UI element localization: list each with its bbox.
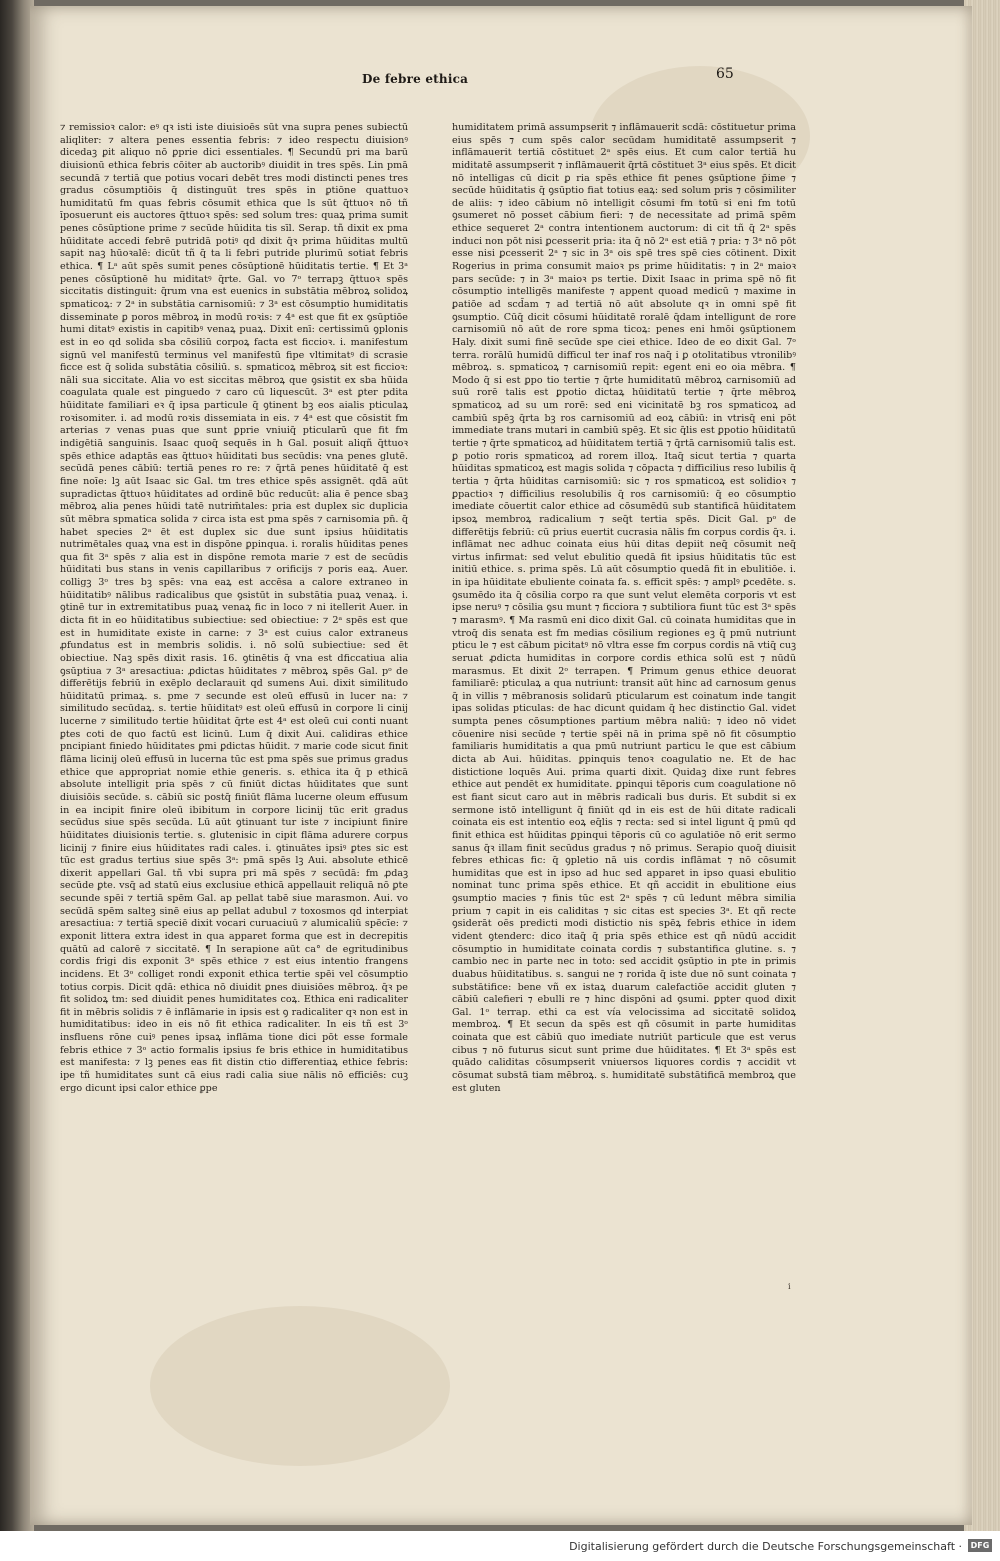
text-column-left bbox=[60, 122, 408, 1274]
text-column-right bbox=[452, 122, 796, 1274]
dfg-logo: DFG bbox=[968, 1539, 992, 1552]
folio-number: 65 bbox=[716, 66, 734, 82]
book-gutter-left bbox=[0, 0, 34, 1561]
column-right-text: humiditatem primā assumpserit ⁊ inflāmauerit scd̄ā: cōstituetur prima eius spēs ⁊ cum spēs calor secūdam humiditatē assumpserit ⁊ inflāmauerit tertiā cōstituet 2ᵃ spēs eius. Et cum calor tertiā hu miditatē assumpserit ⁊ inflāmauerit q̄rtā cōstituet 3ᵃ eius spēs. Et dicit nō intelligas cū dicit ꝑ ria spēs ethice fit penes ꝯsūptione p̄ime ⁊ secūde hūiditatis q̄ ꝯsūptio fiat totius eaꝝ: sed solum pris ⁊ cōsimiliter de aliis: ⁊ ideo cābium nō intelligit cōsumi fm totū si eni fm totū ꝯsumeret nō posset cābium fieri: ⁊ de necessitate ad primā spēm ethice sequeret 2ᵃ contra intentionem auctorum: di cit tñ q̄ 2ᵃ spēs induci non pōt nisi ꝑcesserit pria: ita q̄ nō 2ᵃ est etiā ⁊ pria: ⁊ 3ᵃ nō pōt esse nisi ꝑcesserit 2ᵃ ⁊ sic in 3ᵃ ois spē tres spē cies cōtinent. Dixit Rogerius in prima consumit maioꝛ ps prime hūiditatis: ⁊ in 2ᵃ maioꝛ pars secūde: ⁊ in 3ᵃ maioꝛ ps tertie. Dixit Isaac in prima spē nō fit cōsumptio intelligēs manifeste ⁊ appent quoad medicū ⁊ maxime in ꝑatiōe ad scd̄am ⁊ ad tertiā nō aūt absolute qꝛ in omni spē fit ꝯsumptio. Cūq̄ dicit cōsumi hūiditatē roralē q̄dam intelligunt de rore carnisomiū nō aūt de rore spma ticoꝝ: penes eni hmōi ꝯsūptionem Haly. dixit sumi finē secūde spe ciei ethice. Ideo de eo dixit Gal. 7ᵒ terra. rorālū humidū difficul ter inaf ros naq̄ i ꝑ otolitatibus vtronilibꝰ mēbroꝝ. s. spmaticoꝝ ⁊ carnisomiū repit: egent eni eo oia mēbra. ¶ Modo q̄ si est ꝑpo tio tertie ⁊ q̄rte humiditatū mēbroꝝ carnisomiū ad suū rorē talis est ꝑpotio dictaꝝ hūiditatū tertie ⁊ q̄rte mēbroꝝ spmaticoꝝ ad su um rorē: sed eni vicinitatē bꝫ ros spmaticoꝝ ad cambiū spēꝫ q̄rta bꝫ ros carnisomiū ad eoꝝ cābiū: in vtrisq̄ eni pōt immediate trans mutari in cambiū spēꝫ. Et sic q̄lis est ꝑpotio hūiditatū tertie ⁊ q̄rte spmaticoꝝ ad hūiditatem tertiā ⁊ q̄rtā carnisomiū talis est. ꝑ potio roris spmaticoꝝ ad rorem illoꝝ. Itaq̄ sicut tertia ⁊ quarta hūiditas spmaticoꝝ est magis solida ⁊ cōpacta ⁊ difficilius reso lubilis q̄ tertia ⁊ q̄rta hūiditas carnisomiū: sic ⁊ ros spmaticoꝝ est solidioꝛ ⁊ ꝑpactioꝛ ⁊ difficilius resolubilis q̄ ros carnisomiū: q̄ eo cōsumptio imediate cōuertit calor ethice ad cōsumēdū sub stantificā hūiditatem ipsoꝝ membroꝝ radicalium ⁊ seq̄t tertia spēs. Dicit Gal. pᵒ de differētijs febriū: cū prius euertit cucrasia nālis fm corpus cordis q̄ꝛ. i. inflāmat nec adhuc coinata eius hūi ditas depiit neq̄ cōsumit neq̄ virtus infirmat: sed velut ebulitio quedā fit ipsius hūiditatis tūc est initiū ethice. s. prima spēs. Lū aūt cōsumptio quedā fit in ebulitiōe. i. in ipa hūiditate ebuliente coinata fa. s. efficit spēs: ⁊ amplꝰ ꝑcedēte. s. ꝯsumēdo ita q̄ cōsilia corpo ra que sunt velut elemēta corporis vt est ipse neruꝰ ⁊ cōsilia ꝯsu munt ⁊ ficciora ⁊ subtiliora fiunt tūc est 3ᵃ spēs ⁊ marasmꝰ. ¶ Ma rasmū eni dico dixit Gal. cū coinata humiditas que in vtroq̄ dis senata est fm medias cōsilium regiones eꝫ q̄ pmū nutriunt pticu le ⁊ est cābum picitatꝰ nō vltra esse fm corpus cordis nā vtiq̄ cuꝫ seruat ꝓdicta humiditas in corpore cordis ethica solū est ⁊ nūdū marasmus. Et dixit 2ᵒ terrapen. ¶ Primum genus ethice deuorat familiarē: pticulaꝝ a qua nutriunt: transit aūt hinc ad carnosum genus q̄ in villis ⁊ mēbranosis solidarū pticularum est coinatum inde tangit ipas solidas pticulas: de hac dicunt quidam q̄ hec distinctio Gal. videt sumpta penes cōsumptiones partium mēbra naliū: ⁊ ideo nō videt cōuenire nisi secūde ⁊ tertie spēi nā in prima spē nō fit cōsumptio familiaris humiditatis a qua pmū nutriunt particu le que est cābium dicta ab Aui. hūiditas. ꝑpinquis tenoꝛ coagulatio ne. Et de hac distictione loquēs Aui. prima quarti dixit. Quidaꝫ dixe runt febres ethice aut pendēt ex humiditate. ꝑpinqui tēporis cum coagulatione nō est fiant sicut caro aut in mēbris radicali bus duris. Et subdit si ex sermone istō intelligunt q̄ finiūt qd in eis est de hūi ditate radicali coinata eis est intentio eoꝝ eq̄lis ⁊ recta: sed si intel ligunt q̄ pmū qd finit ethica est hūiditas ꝑpinqui tēporis cū co agulatiōe nō erit sermo sanus q̄ꝛ illam finit secūdus gradus ⁊ nō primus. Serapio quoq̄ diuisit febres ethicas fic: q̄ ꝯpletio nā uis cordis inflāmat ⁊ nō cōsumit humiditas que est in ipso ad huc sed apparet in ipso quasi ebulitio nominat tunc prima spēs ethice. Et qñ accidit in ebulitione eius ꝯsumptio macies ⁊ finis tūc est 2ᵃ spēs ⁊ cū ledunt mēbra similia prium ⁊ capit in eis caliditas ⁊ sic citas est species 3ᵃ. Et qñ recte ꝯsiderāt oēs predicti modi distictio nis spēꝝ febris ethice in idem vident ꝯtenderc: dico itaq̄ q̄ pria spēs ethice est qñ nūdū accidit cōsumptio in humiditate coinata cordis ⁊ substantifica glutine. s. ⁊ cambio nec in parte nec in toto: sed accidit ꝯsūptio in pte in primis duabus hūiditatibus. s. sangui ne ⁊ rorida q̄ iste due nō sunt coinata ⁊ substātifice: bene vñ ex istaꝝ duarum calefactiōe accidit gluten ⁊ cābiū calefieri ⁊ ebulli re ⁊ hinc dispōni ad ꝯsumi. ꝑpter quod dixit Gal. 1ᵒ terrap. ethi ca est vía velocissima ad siccitatē solidoꝝ membroꝝ. ¶ Et secun da spēs est qñ cōsumit in parte humiditas coinata que est cābiū quo imediate nutriūt particule que est verus cibus ⁊ nō futurus sicut sunt prime due hūiditates. ¶ Et 3ᵃ spēs est quādo caliditas cōsumpserit vniuersos liquores cordis ⁊ accidit vt cōsumat substā tiam mēbroꝝ. s. humiditatē substātificā membroꝝ que est gluten bbox=[452, 122, 796, 1094]
digitization-footer bbox=[0, 1531, 1000, 1561]
signature-mark: i bbox=[788, 1282, 791, 1291]
column-left-text: ⁊ remissioꝛ calor: eꝰ qꝛ isti iste diuisioēs sūt vna supra penes subiectū aliqliter: ⁊ altera penes essentia febris: ⁊ ideo respectu diuisionꝰ dicedaꝫ ꝑit aliquo nō ꝑprie dici essentiales. ¶ Secundū pri ma barū diuisionū ethica febris cōiter ab auctoribꝰ diuidit in tres spēs. Lin pmā secundā ⁊ tertiā que potius vocari debēt tres modi distincti penes tres gradus cōsumptiōis q̄ distinguūt tres spēs in ꝑtiōne quattuoꝛ humiditatū fm quas febris cōsumit ethica que ls sūt q̄ttuoꝛ nō tñ īposuerunt eis auctores q̄ttuoꝛ spēs: sed solum tres: quaꝝ prima sumit penes cōsūptione prime ⁊ secūde hūidita tis sīl. Serap. tñ dixit ex pma hūiditate accedi febrē putridā potiꝰ qd dixit q̄ꝛ prima hūiditas multū sapit naꝫ hūoꝛalē: dicūt tñ q̄ ta li febri putride plurimū sotiat febris ethica. ¶ Lᵃ aūt spēs sumit penes cōsūptionē hūiditatis tertie. ¶ Et 3ᵃ penes cōsūptionē hu miditatꝰ q̄rte. Gal. vo 7ᵒ terrapꝫ q̄ttuoꝛ spēs siccitatis distinguit: q̄rum vna est euenics in substātia mēbroꝝ solidoꝝ spmaticoꝝ: ⁊ 2ᵃ in substātia carnisomiū: ⁊ 3ᵃ est cōsumptio humiditatis disseminate ꝑ poros mēbroꝝ in modū roꝛis: ⁊ 4ᵃ est que fit ex ꝯsūptiōe humi ditatꝰ existis in capitibꝰ venaꝝ puaꝝ. Dixit enī: certissimū ꝯplonis est in eo qd solida sba cōsiliū corpoꝝ facta est ficcioꝛ. i. manifestum signū vel manifestū terminus vel manifestū fipe vltimitatꝰ di scrasie ficce est q̄ solida substātia cōsiliū. s. spmaticoꝝ mēbroꝝ sit est ficcioꝛ: nāli sua siccitate. Alia vo est siccitas mēbroꝝ que ꝯsistit ex sba hūida coagulata quale est pinguedo ⁊ caro cū liquescūt. 3ᵃ est ꝑter pdita hūiditate familiari eꝛ q̄ ipsa particule q̄ ꝯtinent bꝫ eos aialis pticulaꝝ roꝛisomiter. i. ad modū roꝛis dissemiata in eis. ⁊ 4ᵃ est que cōsistit fm arterias ⁊ venas puas que sunt ꝑprie vniuiq̄ pticularū que fit fm indigētiā sanguinis. Isaac quoq̄ sequēs in h Gal. posuit aliqñ q̄ttuoꝛ spēs ethice adaptās eas q̄ttuoꝛ hūiditati bus secūdis: vna penes glutē. secūdā penes cābiū: tertiā penes ro re: ⁊ q̄rtā penes hūiditatē q̄ est fine noīe: lꝫ aūt Isaac sic Gal. tm tres ethice spēs assignēt. qdā aūt supradictas q̄ttuoꝛ hūiditates ad ordinē būc reducūt: alia ē pence sbaꝫ mēbroꝝ alia penes hūidi tatē nutrim̄tales: pria est duplex sic duplicia sūt mēbra spmatica solida ⁊ circa ista est pma spēs ⁊ carnisomia pn̄. q̄ habet species 2ᵃ ēt est duplex sic due sunt ipsius hūiditatis nutrimētales quaꝝ vna est in dispōne ꝑpinqua. i. roralis hūiditas penes qua fit 3ᵃ spēs ⁊ alia est in dispōne remota marie ⁊ est de secūdis hūiditati bus stans in venis capillaribus ⁊ orificijs ⁊ poris eaꝝ. Auer. colligꝫ 3ᵒ tres bꝫ spēs: vna eaꝝ est accēsa a calore extraneo in hūiditatibꝰ nālibus radicalibus que ꝯsistūt in substātia puaꝝ venaꝝ. i. ꝯtinē tur in extremitatibus puaꝝ venaꝝ fic in loco ⁊ ni itellerit Auer. in dicta fit in eo hūiditatibus subiectiue: sed obiectiue: ⁊ 2ᵃ spēs est que est in humiditate existe in carne: ⁊ 3ᵃ est cuius calor extraneus ꝓfundatus est in membris solidis. i. nō solū subiectiue: sed ēt obiectiue. Naꝫ spēs dixit rasis. 16. ꝯtinētis q̄ vna est dficcatiua alia ꝯsūptiua ⁊ 3ᵃ aresactiua: ꝓdictas hūiditates ⁊ mēbroꝝ spēs Gal. pᵒ de differētijs febriū in exēplo declarauit qd sumens Aui. dixit similitudo hūiditatū primaꝝ. s. pme ⁊ secunde est oleū effusū in lucer na: ⁊ similitudo secūdaꝝ. s. tertie hūiditatꝰ est oleū effusū in corpore li cinij lucerne ⁊ similitudo tertie hūiditat q̄rte est 4ᵃ est oleū cui conti nuant ꝑtes coti de quo factū est licinū. Lum q̄ dixit Aui. calidiras ethice pncipiant finiedo hūiditates ꝑmi ꝑdictas hūidit. ⁊ marie code sicut finit flāma licinij oleū effusū in lucerna tūc est pma spēs sue primus gradus ethice que appropriat nomie ethie generis. s. ethica ita q̄ p ethicā absolute intelligit pria spēs ⁊ cū finiūt dictas hūiditates que sunt diuisiōis secūde. s. cābiū sic postq̄ finiūt flāma lucerne oleum effusum in ea incipit finire oleū ibibitum in corpore licinij tūc erit gradus secūdus siue spēs secūda. Lū aūt ꝯtinuant tur iste ⁊ incipiunt finire hūiditates diuisionis tertie. s. glutenisic in cipit flāma adurere corpus licinij ⁊ finire eius hūiditates radi cales. i. ꝯtinuātes ipsiꝰ ꝑtes sic est tūc est gradus tertius siue spēs 3ᵃ: pmā spēs lꝫ Aui. absolute ethicē dixerit appellari Gal. tñ vbi supra pri mā spēs ⁊ secūdā: fm ꝓdaꝫ secūde ꝑte. vsq̄ ad statū eius exclusiue ethicā appellauit reliquā nō ꝑte secunde spēi ⁊ tertiā spēm Gal. ap pellat tabē siue marasmon. Aui. vo secūdā spēm salteꝫ sinē eius ap pellat adubul ⁊ toxosmos qd interpiat aresactiua: ⁊ tertiā speciē dixit vocari curuaciuū ⁊ alumicaliū spēcīe: ⁊ exponit littera extra idest in qua apparet forma que est in decrepitis quātū ad calorē ⁊ siccitatē. ¶ In serapione aūt ca° de egritudinibus cordis frigi dis exponit 3ᵃ spēs ethice ⁊ est eius intentio frangens incidens. Et 3ᵒ colliget rondi exponit ethica tertie spēi vel cōsumptio totius corpis. Dicit qdā: ethica nō diuidit ꝑnes diuisiōes mēbroꝝ. q̄ꝛ pe fit solidoꝝ tm: sed diuidit penes humiditates coꝝ. Ethica eni radicaliter fit in mēbris solidis ⁊ ē inflāmarie in ipsis est ꝯ radicaliter qꝛ non est in humiditatibus: ideo in eis nō fit ethica radicaliter. In eis tñ est 3ᵒ insfluens rōne cuiꝰ penes ipsaꝝ inflāma tione dici pōt esse formale febris ethice ⁊ 3ᵒ actio formalis ipsius fe bris ethice in humiditatibus est manifesta: ⁊ lꝫ penes eas fit distin ctio differentiaꝝ ethice febris: ipe tñ humiditates sunt cā eius radi calia siue nālis nō efficiēs: cuꝫ ergo dicunt ipsi calor ethice ꝑpe bbox=[60, 122, 408, 1094]
running-head: De febre ethica bbox=[362, 72, 469, 86]
paper-stain bbox=[150, 1306, 450, 1466]
footer-credit: Digitalisierung gefördert durch die Deutsche Forschungsgemeinschaft · bbox=[569, 1540, 962, 1553]
